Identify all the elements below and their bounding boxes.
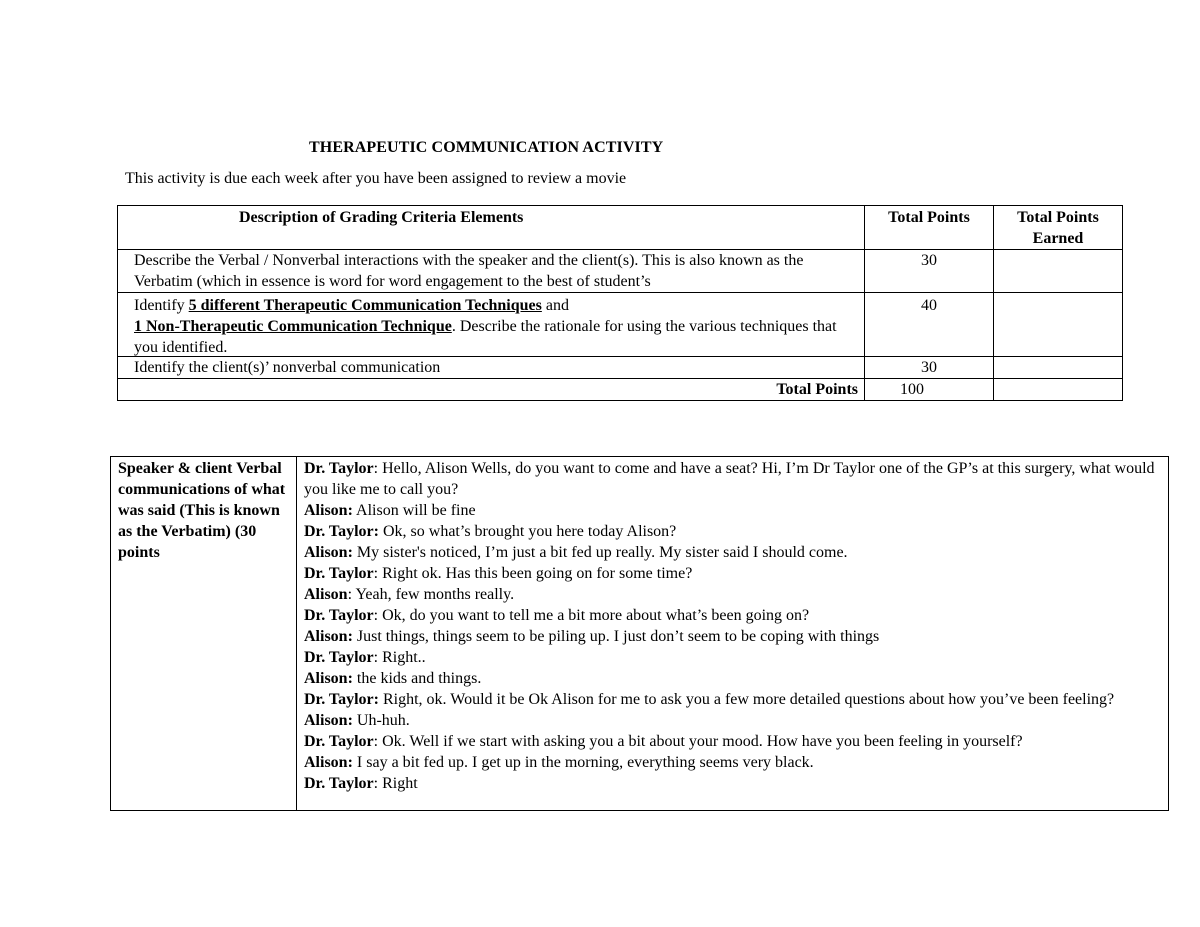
- transcript-line: [304, 626, 1161, 647]
- criteria-earned[interactable]: [994, 250, 1123, 293]
- speaker-name: Dr. Taylor:: [304, 523, 379, 540]
- document-subtitle: This activity is due each week after you have been assigned to review a movie: [125, 170, 627, 187]
- spoken-text: Hello, Alison Wells, do you want to come and have a seat? Hi, I’m Dr Taylor one of the GP’s at this surgery, what would you like me to call you?: [304, 460, 1155, 498]
- speaker-name: Alison:: [304, 670, 353, 687]
- speaker-name: Dr. Taylor: [304, 733, 374, 750]
- spoken-text: Ok. Well if we start with asking you a bit about your mood. How have you been feeling in yourself?: [382, 733, 1023, 750]
- transcript-line: [304, 710, 1161, 731]
- criteria-text: [134, 295, 848, 356]
- grading-row: [118, 357, 1123, 379]
- criteria-emphasis-therapeutic: 5 different Therapeutic Communication Techniques: [188, 297, 542, 314]
- speaker-name: Dr. Taylor:: [304, 691, 379, 708]
- document-title: THERAPEUTIC COMMUNICATION ACTIVITY: [309, 139, 664, 156]
- speaker-separator: :: [373, 607, 383, 624]
- speaker-separator: :: [373, 460, 383, 477]
- header-points-earned: Total Points Earned: [994, 206, 1123, 250]
- grading-row: [118, 293, 1123, 357]
- verbatim-transcript: [297, 457, 1169, 811]
- grading-criteria-table: [117, 205, 1123, 401]
- grading-row: [118, 250, 1123, 293]
- criteria-description: [118, 293, 865, 357]
- spoken-text: Alison will be fine: [356, 502, 476, 519]
- total-points-value: 100: [865, 379, 994, 401]
- spoken-text: Right ok. Has this been going on for some time?: [382, 565, 693, 582]
- spoken-text: I say a bit fed up. I get up in the morning, everything seems very black.: [356, 754, 814, 771]
- transcript-line: [304, 584, 1161, 605]
- criteria-text-mid: and: [541, 297, 569, 314]
- transcript-line: [304, 605, 1161, 626]
- criteria-earned[interactable]: [994, 357, 1123, 379]
- criteria-text-pre: Identify: [134, 297, 189, 314]
- speaker-name: Alison:: [304, 502, 353, 519]
- speaker-name: Dr. Taylor: [304, 460, 374, 477]
- spoken-text: Right: [382, 775, 418, 792]
- transcript-line: [304, 752, 1161, 773]
- speaker-separator: :: [373, 775, 383, 792]
- speaker-name: Alison:: [304, 544, 353, 561]
- criteria-points: 30: [865, 250, 994, 293]
- speaker-name: Alison:: [304, 712, 353, 729]
- speaker-separator: :: [373, 565, 383, 582]
- criteria-points: 40: [865, 293, 994, 357]
- transcript-line: [304, 521, 1161, 542]
- spoken-text: Ok, do you want to tell me a bit more about what’s been going on?: [382, 607, 810, 624]
- transcript-line: [304, 458, 1161, 500]
- spoken-text: Just things, things seem to be piling up. I just don’t seem to be coping with things: [356, 628, 880, 645]
- speaker-name: Dr. Taylor: [304, 649, 374, 666]
- transcript-line: [304, 542, 1161, 563]
- criteria-emphasis-non-therapeutic: 1 Non-Therapeutic Communication Technique: [134, 318, 452, 335]
- speaker-name: Alison: [304, 586, 348, 603]
- spoken-text: the kids and things.: [356, 670, 482, 687]
- spoken-text: Right..: [382, 649, 426, 666]
- transcript-line: [304, 647, 1161, 668]
- grading-total-row: [118, 379, 1123, 401]
- speaker-separator: :: [373, 649, 383, 666]
- verbatim-label: Speaker & client Verbal communications of what was said (This is known as the Verbatim) (30 points: [111, 457, 297, 811]
- speaker-separator: :: [347, 586, 356, 603]
- speaker-name: Dr. Taylor: [304, 775, 374, 792]
- spoken-text: Right, ok. Would it be Ok Alison for me to ask you a few more detailed questions about how you’ve been feeling?: [382, 691, 1115, 708]
- header-description: Description of Grading Criteria Elements: [118, 206, 865, 250]
- criteria-earned[interactable]: [994, 293, 1123, 357]
- transcript-line: [304, 689, 1161, 710]
- speaker-name: Dr. Taylor: [304, 565, 374, 582]
- criteria-points: 30: [865, 357, 994, 379]
- speaker-separator: :: [373, 733, 383, 750]
- speaker-name: Alison:: [304, 628, 353, 645]
- speaker-name: Alison:: [304, 754, 353, 771]
- transcript-line: [304, 773, 1161, 794]
- criteria-description: [118, 357, 865, 379]
- transcript-line: [304, 668, 1161, 689]
- verbatim-table: [110, 456, 1169, 811]
- header-total-points: Total Points: [865, 206, 994, 250]
- total-points-earned[interactable]: [994, 379, 1123, 401]
- grading-header-row: [118, 206, 1123, 250]
- criteria-description: [118, 250, 865, 293]
- criteria-text-post: . Describe the rationale for using the various techniques that you identified.: [134, 318, 837, 356]
- spoken-text: Ok, so what’s brought you here today Alison?: [382, 523, 677, 540]
- transcript-line: [304, 563, 1161, 584]
- spoken-text: Yeah, few months really.: [355, 586, 515, 603]
- transcript-line: [304, 731, 1161, 752]
- spoken-text: Uh-huh.: [356, 712, 410, 729]
- criteria-text: Describe the Verbal / Nonverbal interactions with the speaker and the client(s). This is also known as the Verbatim (which in essence is word for word engagement to the best of student’s: [134, 252, 804, 290]
- criteria-text: Identify the client(s)’ nonverbal communication: [134, 359, 441, 376]
- total-points-label: Total Points: [118, 379, 865, 401]
- speaker-name: Dr. Taylor: [304, 607, 374, 624]
- spoken-text: My sister's noticed, I’m just a bit fed up really. My sister said I should come.: [356, 544, 848, 561]
- transcript-line: [304, 500, 1161, 521]
